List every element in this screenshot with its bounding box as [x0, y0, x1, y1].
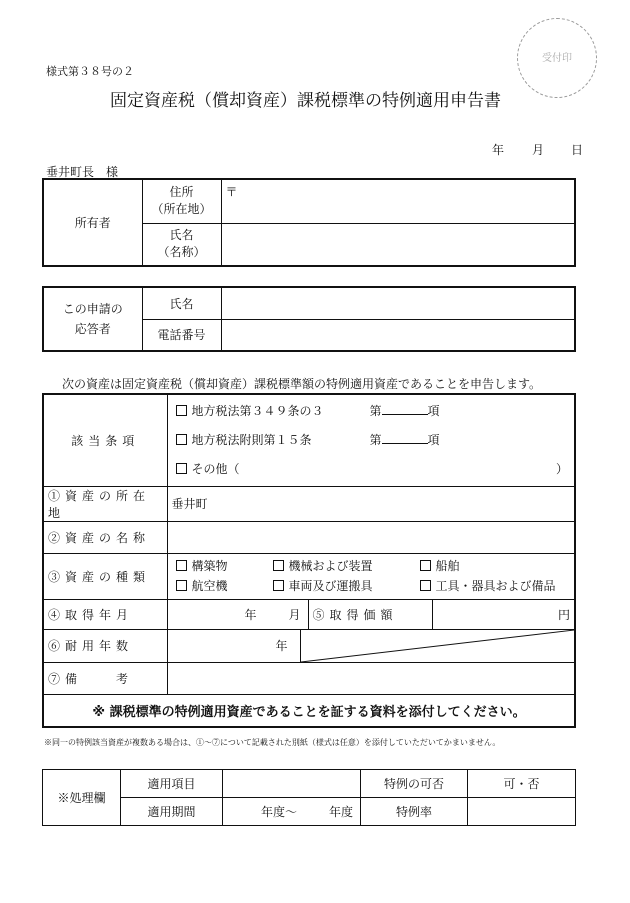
reception-stamp [517, 18, 597, 98]
applicable-clause-options [167, 394, 575, 486]
processing-table [42, 769, 576, 826]
address-label: 住所 （所在地） [142, 179, 221, 223]
applied-item-field[interactable] [223, 770, 361, 798]
type-option[interactable]: 車両及び運搬具 [273, 576, 420, 596]
owner-name-field[interactable] [221, 223, 575, 266]
useful-life-blank [300, 629, 575, 662]
respondent-label: この申請の 応答者 [43, 287, 142, 351]
asset-name-field[interactable] [167, 521, 575, 553]
type-option[interactable]: 船舶 [420, 559, 460, 573]
checkbox-icon[interactable] [176, 580, 187, 591]
page-title: 固定資産税（償却資産）課税標準の特例適用申告書 [110, 91, 501, 111]
approval-label: 特例の可否 [361, 770, 468, 798]
checkbox-icon[interactable] [176, 405, 187, 416]
owner-table [42, 178, 576, 267]
approval-value[interactable]: 可・否 [468, 770, 576, 798]
rate-label: 特例率 [361, 798, 468, 826]
acquisition-price-label: ⑤取得価額 [308, 599, 432, 629]
stamp-label: 受付印 [542, 53, 572, 64]
checkbox-icon[interactable] [176, 434, 187, 445]
attachment-notice: ※ 課税標準の特例適用資産であることを証する資料を添付してください。 [43, 694, 575, 727]
checkbox-icon[interactable] [420, 560, 431, 571]
asset-table [42, 393, 576, 728]
owner-label: 所有者 [43, 179, 142, 266]
checkbox-icon[interactable] [176, 560, 187, 571]
owner-name-label: 氏名 （名称） [142, 223, 221, 266]
asset-type-label: ③資産の種類 [43, 553, 167, 599]
rate-field[interactable] [468, 798, 576, 826]
respondent-name-field[interactable] [221, 287, 575, 319]
location-value[interactable]: 垂井町 [167, 486, 575, 521]
clause-option-fusoku[interactable]: 地方税法附則第１５条 第 項 [176, 426, 571, 455]
checkbox-icon[interactable] [273, 580, 284, 591]
footnote: ※同一の特例該当資産が複数ある場合は、①～⑦について記載された別紙（様式は任意）を添付していただいてかまいません。 [44, 738, 501, 747]
type-option[interactable]: 構築物 [176, 556, 273, 576]
clause-option-349[interactable]: 地方税法第３４９条の３ 第 項 [176, 397, 571, 426]
acquisition-price-field[interactable]: 円 [432, 599, 575, 629]
processing-label: ※処理欄 [43, 770, 121, 826]
checkbox-icon[interactable] [273, 560, 284, 571]
asset-type-options [167, 553, 575, 599]
date-year: 年 [492, 143, 505, 157]
declaration-statement: 次の資産は固定資産税（償却資産）課税標準額の特例適用資産であることを申告します。 [62, 377, 542, 391]
applicable-clause-label: 該当条項 [43, 394, 167, 486]
remarks-label: ⑦備 考 [43, 662, 167, 694]
address-field[interactable] [221, 179, 575, 223]
applied-item-label: 適用項目 [121, 770, 223, 798]
form-number: 様式第３８号の２ [46, 65, 134, 78]
checkbox-icon[interactable] [176, 463, 187, 474]
useful-life-field[interactable]: 年 [167, 629, 300, 662]
respondent-table [42, 286, 576, 352]
applied-period-label: 適用期間 [121, 798, 223, 826]
checkbox-icon[interactable] [420, 580, 431, 591]
type-option[interactable]: 機械および装置 [273, 556, 420, 576]
postal-mark: 〒 [225, 185, 238, 199]
type-option[interactable]: 航空機 [176, 576, 273, 596]
date-day: 日 [571, 143, 584, 157]
clause-option-other[interactable]: その他（ ） [176, 455, 571, 484]
acquisition-date-label: ④取得年月 [43, 599, 167, 629]
addressee: 垂井町長 様 [46, 165, 119, 179]
acquisition-date-field[interactable]: 年 月 [167, 599, 308, 629]
useful-life-label: ⑥耐用年数 [43, 629, 167, 662]
phone-field[interactable] [221, 319, 575, 351]
phone-label: 電話番号 [142, 319, 221, 351]
remarks-field[interactable] [167, 662, 575, 694]
location-label: ①資産の所在地 [43, 486, 167, 521]
applied-period-field[interactable]: 年度～ 年度 [223, 798, 361, 826]
date-month: 月 [532, 143, 545, 157]
respondent-name-label: 氏名 [142, 287, 221, 319]
asset-name-label: ②資産の名称 [43, 521, 167, 553]
diagonal-strike [301, 630, 575, 662]
type-option[interactable]: 工具・器具および備品 [420, 579, 556, 593]
